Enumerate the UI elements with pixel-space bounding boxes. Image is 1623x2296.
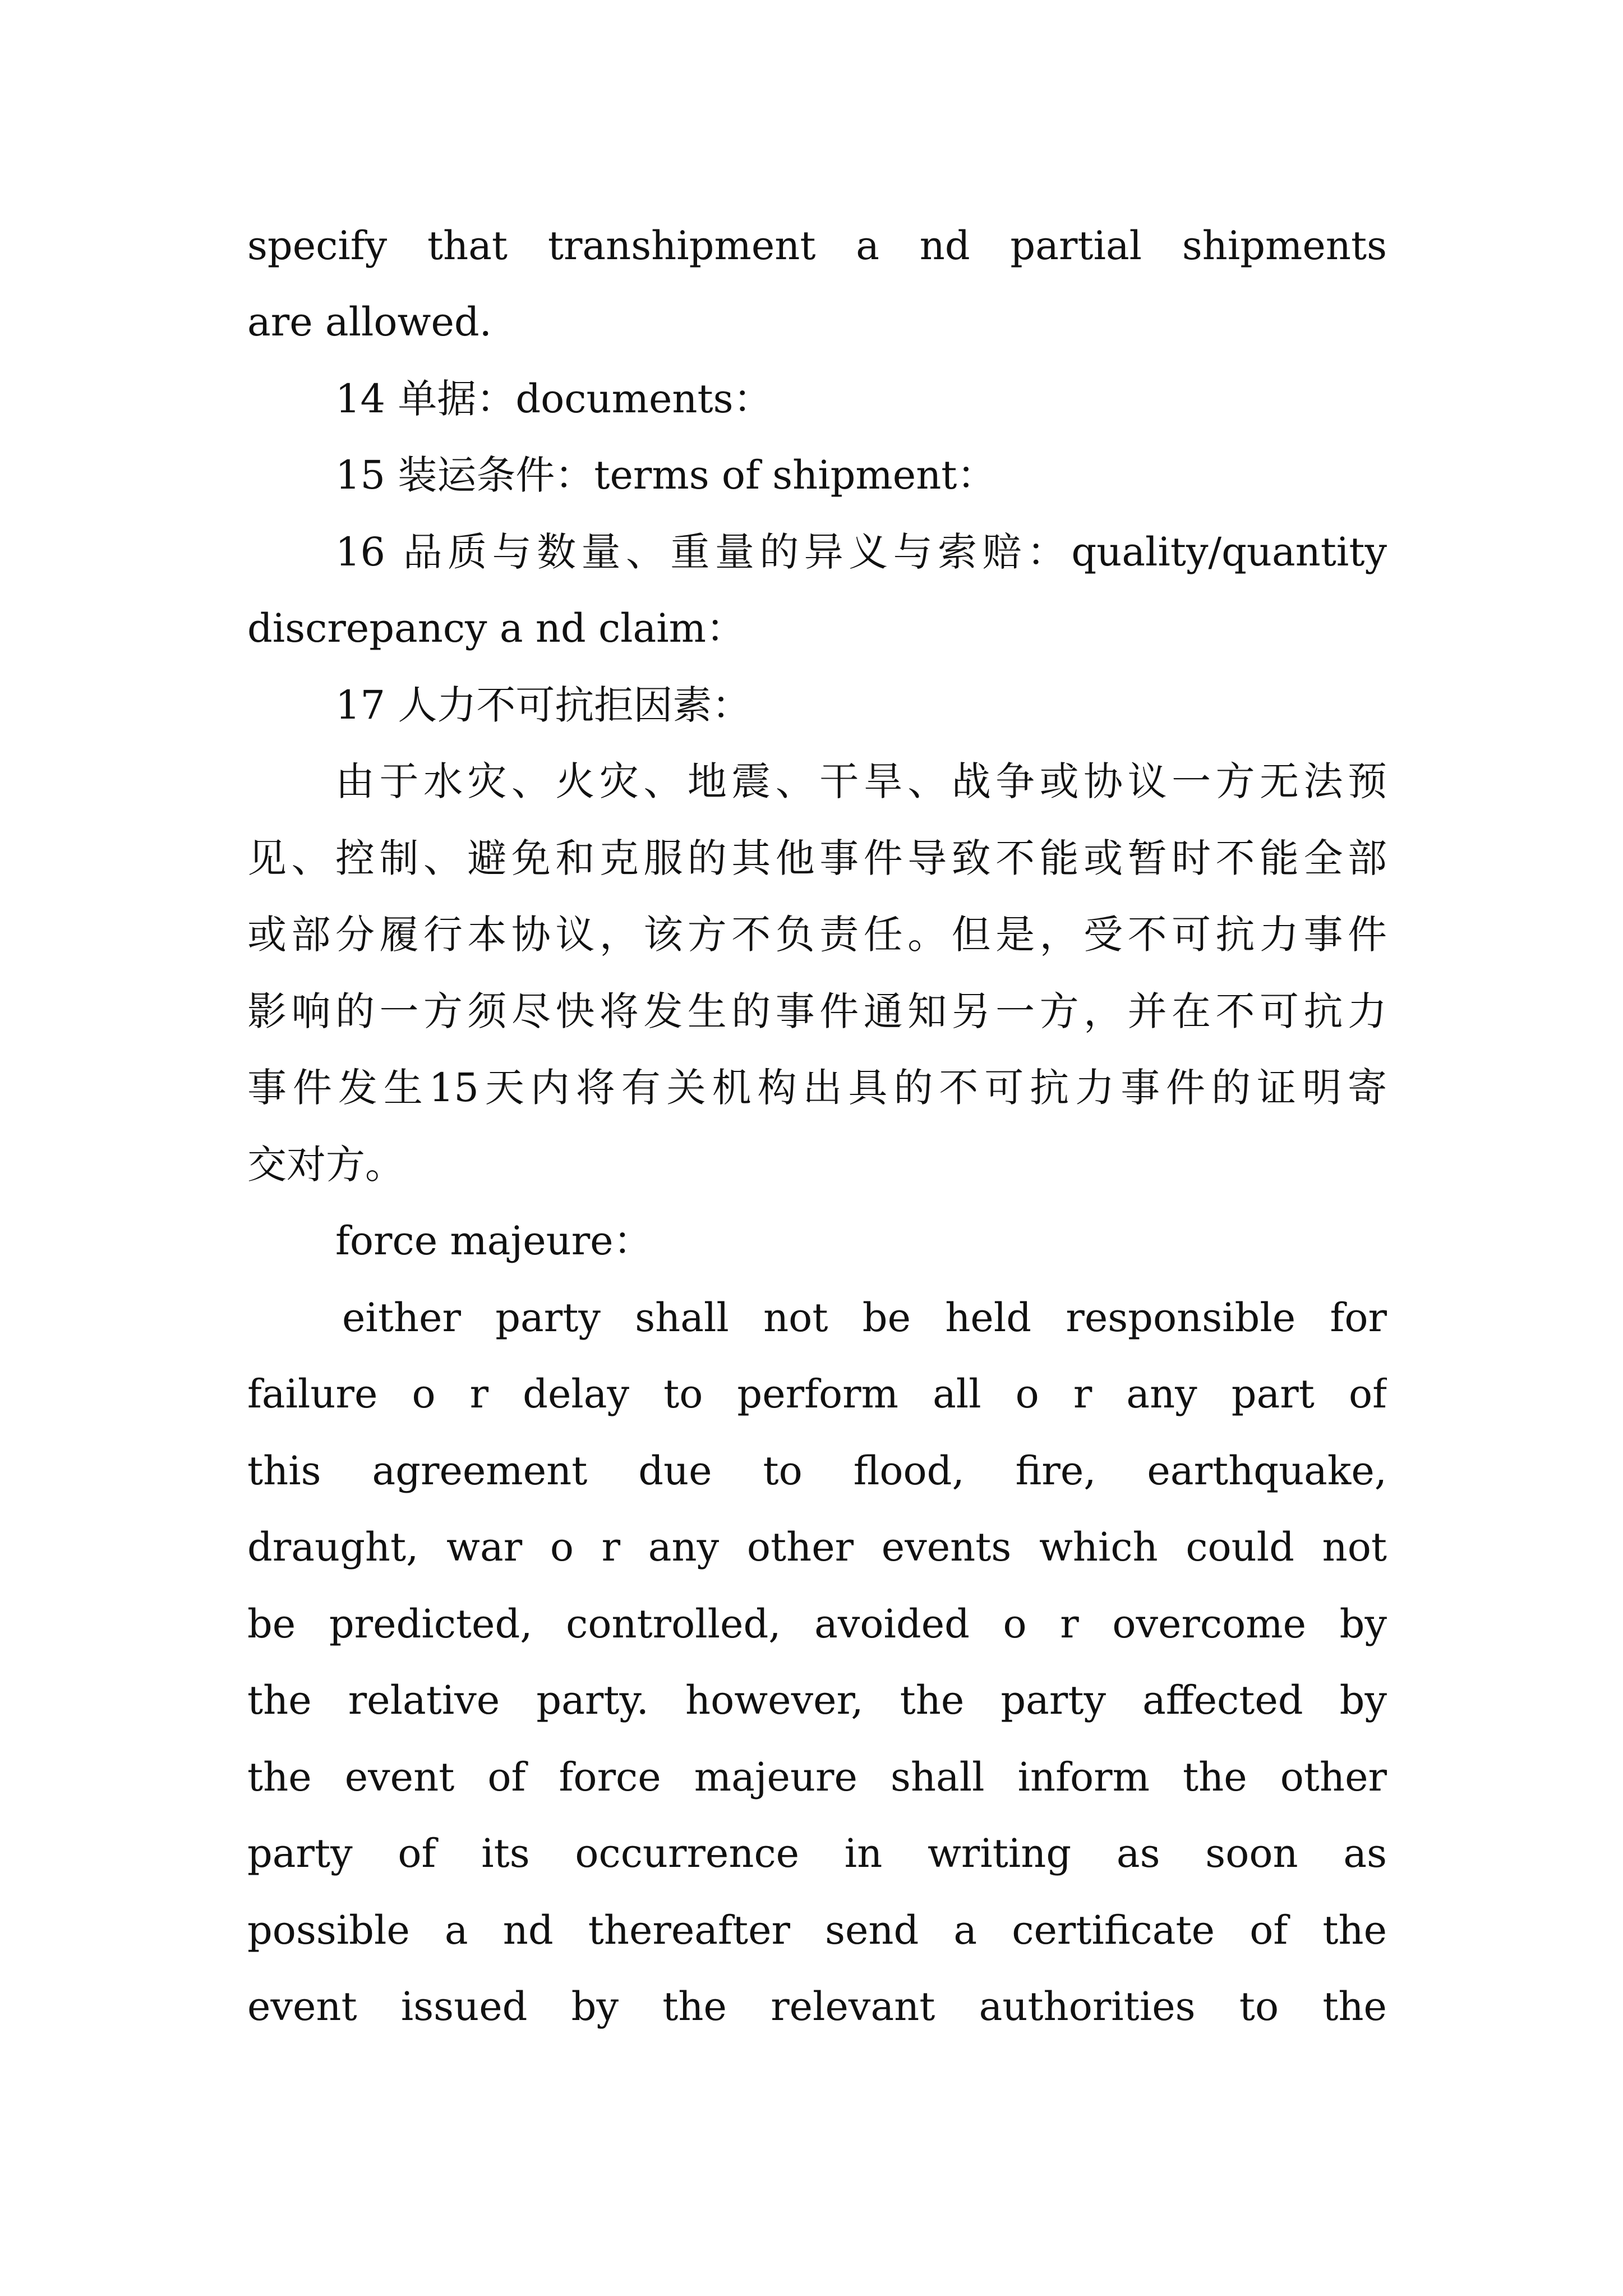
text-line-21: the event of force majeure shall inform the other [247,1754,1387,1800]
text-line-24: event issued by the relevant authorities to the [247,1984,1387,2030]
text-line-2: are allowed. [247,299,492,345]
text-line-4: 15 装运条件：terms of shipment： [335,452,997,498]
text-line-9: 见、控制、避免和克服的其他事件导致不能或暂时不能全部 [247,835,1387,881]
text-line-7: 17 人力不可抗拒因素： [335,682,751,728]
text-line-3: 14 单据：documents： [335,376,773,422]
text-line-13: 交对方。 [247,1142,404,1188]
text-line-14: force majeure： [335,1218,653,1264]
text-line-6: discrepancy a nd claim： [247,605,746,651]
text-line-19: be predicted, controlled, avoided o r overcome by [247,1601,1387,1647]
text-line-16: failure o r delay to perform all o r any part of [247,1371,1387,1417]
text-line-15: either party shall not be held responsible for [342,1295,1387,1341]
text-line-5: 16 品质与数量、重量的异义与索赔：quality/quantity [335,529,1387,575]
text-line-20: the relative party. however, the party affected by [247,1677,1387,1723]
text-line-18: draught, war o r any other events which could not [247,1524,1387,1570]
text-line-22: party of its occurrence in writing as soon as [247,1830,1387,1876]
text-line-1: specify that transhipment a nd partial shipments [247,223,1387,269]
text-line-17: this agreement due to flood, fire, earthquake, [247,1448,1387,1494]
text-line-8: 由于水灾、火灾、地震、干旱、战争或协议一方无法预 [335,758,1387,804]
text-line-11: 影响的一方须尽快将发生的事件通知另一方，并在不可抗力 [247,988,1387,1034]
text-line-12: 事件发生15天内将有关机构出具的不可抗力事件的证明寄 [247,1065,1387,1111]
text-line-23: possible a nd thereafter send a certificate of the [247,1907,1387,1953]
text-line-10: 或部分履行本协议，该方不负责任。但是，受不可抗力事件 [247,912,1387,958]
